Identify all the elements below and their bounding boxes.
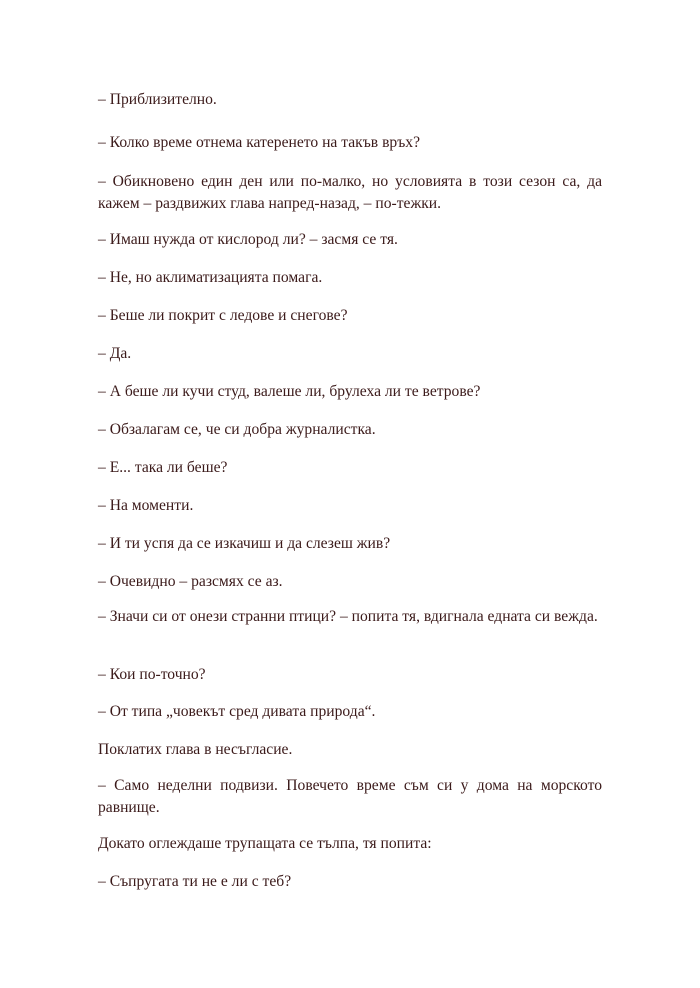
paragraph-12: – И ти успя да се изкачиш и да слезеш жив? [98,535,391,552]
paragraph-3: – Обикновено един ден или по-малко, но условията в този сезон са, да кажем – раздвижих глава напред-назад, – по-тежки. [98,173,602,212]
paragraph-13: – Очевидно – разсмях се аз. [98,573,283,590]
paragraph-5: – Не, но аклиматизацията помага. [98,269,323,286]
paragraph-2: – Колко време отнема катеренето на такъв връх? [98,134,421,151]
paragraph-7: – Да. [98,345,132,362]
paragraph-15: – Кои по-точно? [98,666,206,683]
paragraph-1: – Приблизително. [98,91,217,108]
paragraph-10: – Е... така ли беше? [98,459,228,476]
paragraph-4: – Имаш нужда от кислород ли? – засмя се тя. [98,231,398,248]
paragraph-18: – Само неделни подвизи. Повечето време съм си у дома на морското равнище. [98,777,602,816]
paragraph-6: – Беше ли покрит с ледове и снегове? [98,307,348,324]
paragraph-11: – На моменти. [98,497,194,514]
paragraph-9: – Обзалагам се, че си добра журналистка. [98,421,376,438]
paragraph-8: – А беше ли кучи студ, валеше ли, брулеха ли те ветрове? [98,383,481,400]
paragraph-20: – Съпругата ти не е ли с теб? [98,873,292,890]
paragraph-17: Поклатих глава в несъгласие. [98,741,293,758]
paragraph-16: – От типа „човекът сред дивата природа“. [98,703,376,720]
paragraph-19: Докато оглеждаше трупащата се тълпа, тя попита: [98,835,432,852]
paragraph-14: – Значи си от онези странни птици? – попита тя, вдигнала едната си вежда. [98,608,598,625]
